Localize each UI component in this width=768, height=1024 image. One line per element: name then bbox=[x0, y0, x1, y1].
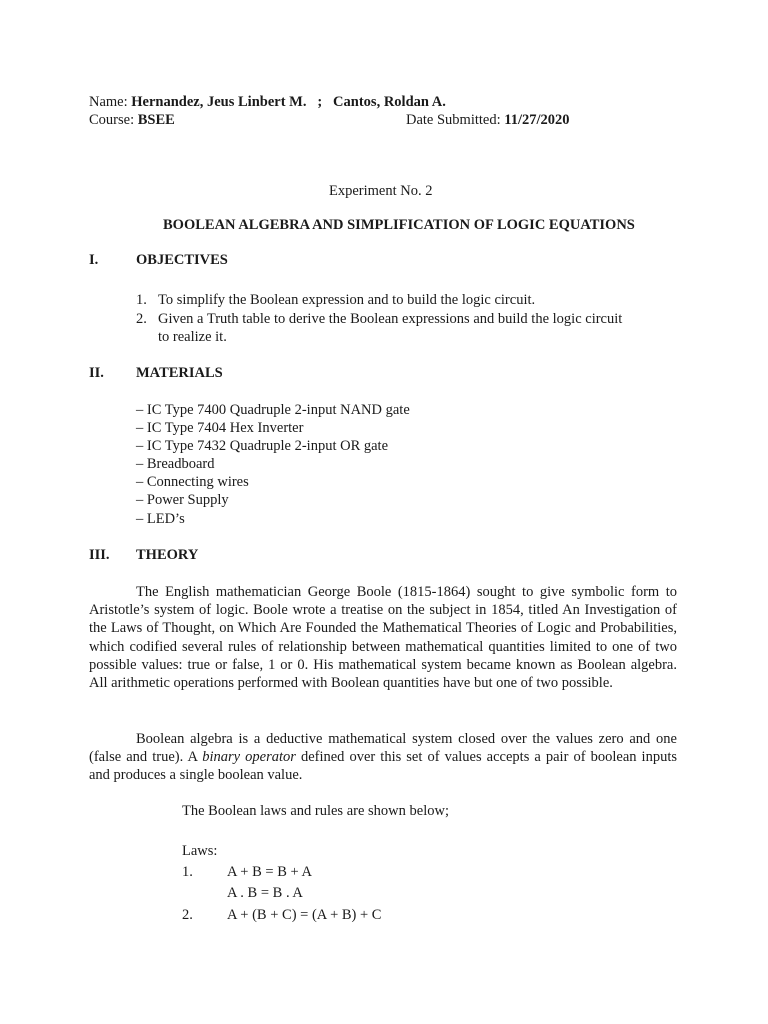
date-label: Date Submitted: bbox=[406, 112, 501, 128]
student-names-line bbox=[89, 94, 446, 111]
binary-operator-term: binary operator bbox=[202, 749, 296, 766]
material-item: – IC Type 7404 Hex Inverter bbox=[136, 420, 304, 436]
objective-text-1: To simplify the Boolean expression and to build the logic circuit. bbox=[158, 292, 536, 308]
law-expression: A . B = B . A bbox=[227, 885, 303, 901]
material-item: – IC Type 7400 Quadruple 2-input NAND gate bbox=[136, 402, 410, 418]
course-line bbox=[89, 112, 175, 129]
law-expression: A + (B + C) = (A + B) + C bbox=[227, 907, 382, 923]
laws-label: Laws: bbox=[182, 843, 218, 859]
paragraph-2-text-start: Boolean algebra is a deductive mathematical system closed over the values zero and one (false and true). A bbox=[89, 731, 677, 766]
document-title: BOOLEAN ALGEBRA AND SIMPLIFICATION OF LOGIC EQUATIONS bbox=[163, 217, 635, 233]
material-item: – Connecting wires bbox=[136, 474, 249, 490]
theory-heading: THEORY bbox=[136, 547, 199, 563]
materials-heading: MATERIALS bbox=[136, 365, 223, 381]
date-value: 11/27/2020 bbox=[504, 112, 570, 128]
course-value: BSEE bbox=[137, 112, 175, 128]
objectives-heading: OBJECTIVES bbox=[136, 252, 228, 268]
objective-item-2 bbox=[136, 311, 147, 328]
material-item: – Power Supply bbox=[136, 492, 229, 508]
theory-paragraph-2 bbox=[89, 730, 677, 785]
material-item: – LED’s bbox=[136, 511, 185, 527]
theory-numeral: III. bbox=[89, 547, 110, 563]
laws-intro: The Boolean laws and rules are shown below; bbox=[182, 803, 449, 819]
experiment-number: Experiment No. 2 bbox=[329, 183, 433, 199]
paragraph-2-text-end: defined over this set of values accepts a pair of boolean inputs and produces a single boolean value. bbox=[89, 749, 678, 784]
material-item: – IC Type 7432 Quadruple 2-input OR gate bbox=[136, 438, 389, 454]
law-number: 1. bbox=[182, 864, 193, 880]
student-names: Hernandez, Jeus Linbert M. ; Cantos, Roldan A. bbox=[131, 94, 446, 110]
law-number: 2. bbox=[182, 907, 193, 923]
law-expression: A + B = B + A bbox=[227, 864, 312, 880]
objectives-numeral: I. bbox=[89, 252, 99, 268]
theory-paragraph-1: The English mathematician George Boole (1815-1864) sought to give symbolic form to Aristotle’s system of logic. Boole wrote a treatise on the subject in 1854, titled An Investigation of the Laws of Thought, on Which Are Founded the Mathematical Theories of Logic and Probabilities, which codified several rules of relationship between mathematical quantities limited to one of two possible values: true or false, 1 or 0. His mathematical system became known as Boolean algebra. All arithmetic operations performed with Boolean quantities have but one of two possible. bbox=[89, 584, 677, 692]
objective-number: 2. bbox=[136, 311, 147, 327]
objective-number: 1. bbox=[136, 292, 147, 308]
name-label: Name: bbox=[89, 94, 128, 110]
objective-text-2: Given a Truth table to derive the Boolean expressions and build the logic circuit bbox=[158, 311, 623, 327]
date-line bbox=[406, 112, 570, 129]
objective-text-2-cont: to realize it. bbox=[158, 329, 227, 345]
material-item: – Breadboard bbox=[136, 456, 215, 472]
objective-item-1 bbox=[136, 292, 147, 309]
materials-numeral: II. bbox=[89, 365, 104, 381]
course-label: Course: bbox=[89, 112, 135, 128]
